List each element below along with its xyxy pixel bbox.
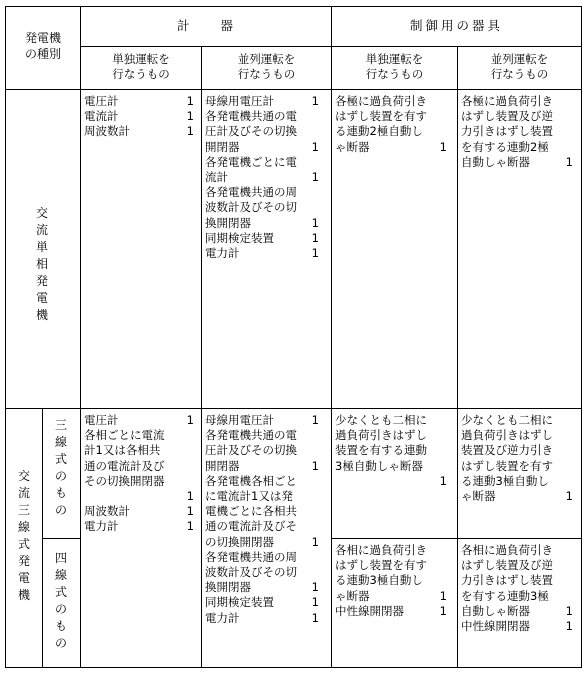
cell-line-count: 1 (186, 413, 194, 427)
cell-line-count: 1 (186, 109, 194, 124)
cell-line (205, 504, 319, 519)
cell-line-text: 少なくとも二相に (461, 413, 553, 427)
cell-line (461, 94, 573, 109)
cell-line-count: 1 (311, 139, 319, 154)
cell-line-count: 1 (565, 603, 573, 618)
cell-line-count: 1 (311, 580, 319, 595)
cell-line-count: 1 (186, 504, 194, 519)
cell-line (84, 443, 194, 458)
cell-single-phase-parallel-meter (205, 94, 319, 261)
cell-line-count: 1 (565, 154, 573, 169)
subheader-parallel-control: 並列運転を 行なうもの (490, 52, 549, 82)
cell-line-text: 電力計 (205, 610, 240, 625)
cell-single-phase-single-control (335, 94, 447, 155)
cell-line-text: 電力計 (84, 519, 119, 534)
cell-line-text: はずし装置及び逆 (461, 109, 553, 124)
cell-line-count: 1 (186, 94, 194, 108)
cell-line-count: 1 (311, 413, 319, 427)
row-label-three-phase: 交流三線式発電機 (17, 469, 30, 602)
cell-line-count: 1 (439, 473, 447, 488)
cell-line-text: る連動3極自動し (335, 573, 423, 588)
cell-line-text: 母線用電圧計 (205, 94, 274, 108)
cell-line-text: 各発電機ごとに電 (205, 154, 297, 169)
header-gen-type: 発電機 の種別 (24, 31, 61, 61)
cell-line-text: 各相ごとに電流 (84, 428, 165, 443)
cell-line-text: 装置を有する連動 (335, 443, 427, 458)
cell-line-text: 圧計及びその切換 (205, 124, 297, 139)
cell-line (205, 200, 319, 215)
cell-line (84, 428, 194, 443)
cell-single-phase-parallel-control (461, 94, 573, 170)
cell-line-count: 1 (439, 603, 447, 618)
cell-line-text: 波数計及びその切 (205, 200, 297, 215)
cell-line-text: 開閉器 (205, 139, 240, 154)
row-line-sub-right (331, 538, 582, 539)
table-border-right (581, 6, 582, 668)
cell-line (205, 170, 319, 185)
row-label-single-phase: 交流単相発電機 (35, 206, 48, 322)
cell-line-text: 波数計及びその切 (205, 565, 297, 580)
cell-line-text: 開閉器 (205, 458, 240, 473)
cell-line-text: る連動3極自動し (461, 473, 549, 488)
cell-line-text: 各相に過負荷引き (461, 543, 553, 557)
cell-line-count: 1 (565, 619, 573, 634)
row-line-sub-left (42, 538, 80, 539)
cell-line-text: 自動しゃ断器 (461, 154, 530, 169)
cell-line (335, 474, 447, 489)
cell-line (205, 246, 319, 261)
cell-line (461, 489, 573, 504)
cell-line-text: に電流計1又は発 (205, 489, 293, 504)
sub-label-four-wire: 四線式のもの (54, 551, 67, 650)
cell-line (84, 459, 194, 474)
cell-line-count: 1 (439, 139, 447, 154)
cell-line (335, 558, 447, 573)
cell-line (335, 443, 447, 458)
cell-three-wire-parallel-control (461, 413, 573, 504)
subheader-single-control: 単独運転を 行なうもの (365, 52, 424, 82)
cell-line-text: 力引きはずし装置 (461, 573, 553, 588)
cell-line (205, 140, 319, 155)
cell-line-text: 過負荷引きはずし (335, 428, 427, 443)
cell-line-text: 各発電機各相ごと (205, 473, 297, 488)
cell-line (205, 413, 319, 428)
cell-line (84, 94, 194, 109)
cell-line (205, 231, 319, 246)
cell-line-count: 1 (311, 94, 319, 108)
cell-line (205, 519, 319, 534)
cell-line (205, 550, 319, 565)
col-line-3 (331, 6, 332, 668)
cell-line (335, 543, 447, 558)
cell-line (461, 443, 573, 458)
cell-line-text: 少なくとも二相に (335, 413, 427, 427)
cell-line (205, 611, 319, 626)
cell-line-count: 1 (311, 534, 319, 549)
cell-line-count: 1 (311, 610, 319, 625)
cell-single-phase-single-meter (84, 94, 194, 140)
cell-line (461, 428, 573, 443)
cell-line (335, 573, 447, 588)
cell-line (461, 558, 573, 573)
cell-line (205, 109, 319, 124)
cell-line-text: 換開閉器 (205, 215, 251, 230)
cell-line-text: の切換開閉器 (205, 534, 274, 549)
header-meter: 計 器 (176, 18, 235, 33)
cell-line-text: 周波数計 (84, 124, 130, 139)
cell-line-count: 1 (311, 215, 319, 230)
cell-line (205, 216, 319, 231)
cell-line-text: 各相に過負荷引き (335, 543, 427, 557)
cell-line-text: はずし装置を有す (335, 109, 427, 124)
cell-line-count: 1 (186, 519, 194, 534)
cell-line-count: 1 (439, 588, 447, 603)
cell-line-text: 中性線開閉器 (335, 603, 404, 618)
cell-line-text: 電圧計 (84, 94, 119, 108)
cell-line-text: る連動2極自動し (335, 124, 423, 139)
cell-line (84, 519, 194, 534)
cell-line (205, 124, 319, 139)
cell-line-text: 各発電機共通の周 (205, 549, 297, 564)
cell-line (205, 489, 319, 504)
cell-line (335, 589, 447, 604)
cell-line-count: 1 (311, 246, 319, 261)
cell-line-text: ゃ断器 (335, 139, 370, 154)
cell-three-phase-parallel-meter (205, 413, 319, 626)
cell-line (205, 565, 319, 580)
cell-line (205, 595, 319, 610)
cell-line (461, 573, 573, 588)
cell-four-wire-single-control (335, 543, 447, 619)
cell-line-text: 各発電機共通の電 (205, 428, 297, 443)
cell-line (461, 543, 573, 558)
cell-line-count: 1 (311, 230, 319, 245)
table-border-top (5, 6, 582, 7)
cell-line (461, 124, 573, 139)
cell-line (205, 94, 319, 109)
cell-line-text: 計1又は各相共 (84, 443, 161, 458)
cell-line-text: 電機ごとに各相共 (205, 504, 297, 519)
cell-line (335, 94, 447, 109)
cell-line-text: はずし装置及び逆 (461, 558, 553, 573)
cell-line-count: 1 (311, 458, 319, 473)
col-line-1 (80, 6, 81, 668)
cell-line (335, 604, 447, 619)
cell-line (461, 589, 573, 604)
row-line-single (5, 408, 582, 409)
cell-line-text: 各極に過負荷引き (335, 94, 427, 108)
cell-line (205, 459, 319, 474)
cell-three-phase-single-meter (84, 413, 194, 535)
cell-line (84, 413, 194, 428)
cell-line-text: 中性線開閉器 (461, 619, 530, 634)
cell-line-text: 力引きはずし装置 (461, 124, 553, 139)
cell-line-text: 過負荷引きはずし (461, 428, 553, 443)
cell-line-text: 装置及び逆力引き (461, 443, 553, 458)
cell-line-text: 電力計 (205, 246, 240, 261)
cell-line (461, 459, 573, 474)
cell-line (205, 535, 319, 550)
cell-line (205, 474, 319, 489)
cell-line (335, 428, 447, 443)
cell-line-text: 母線用電圧計 (205, 413, 274, 427)
cell-line (335, 124, 447, 139)
col-line-2 (201, 46, 202, 668)
row-line-header (5, 89, 582, 90)
cell-line-text: ゃ断器 (335, 588, 370, 603)
table-border-left (5, 6, 6, 668)
subheader-parallel-meter: 並列運転を 行なうもの (237, 52, 296, 82)
cell-line-text: を有する連動2極 (461, 139, 549, 154)
cell-three-wire-single-control (335, 413, 447, 489)
cell-line (335, 109, 447, 124)
cell-line-text: 換開閉器 (205, 580, 251, 595)
cell-line-count: 1 (565, 489, 573, 504)
cell-line (84, 474, 194, 489)
cell-line (84, 109, 194, 124)
cell-line-text: 周波数計 (84, 504, 130, 519)
cell-line-text: 同期検定装置 (205, 230, 274, 245)
row-line-subheader (80, 46, 582, 47)
cell-line (461, 155, 573, 170)
cell-line-text: はずし装置を有す (335, 558, 427, 573)
cell-line (84, 489, 194, 504)
cell-line (461, 140, 573, 155)
cell-line-text: 各発電機共通の周 (205, 185, 297, 200)
cell-line-text: 自動しゃ断器 (461, 603, 530, 618)
cell-line (461, 604, 573, 619)
cell-line-text: 通の電流計及び (84, 458, 165, 473)
cell-line-count: 1 (311, 170, 319, 185)
cell-line-text: 電圧計 (84, 413, 119, 427)
cell-line-text: 圧計及びその切換 (205, 443, 297, 458)
cell-line (205, 580, 319, 595)
cell-line-text: 3極自動しゃ断器 (335, 458, 423, 473)
cell-line-text: 同期検定装置 (205, 595, 274, 610)
cell-line (461, 413, 573, 428)
cell-line (335, 459, 447, 474)
subheader-single-meter: 単独運転を 行なうもの (112, 52, 170, 82)
cell-line (335, 413, 447, 428)
cell-line (335, 140, 447, 155)
cell-line-text: 流計 (205, 170, 228, 185)
cell-line-text: はずし装置を有す (461, 458, 553, 473)
cell-line (461, 474, 573, 489)
cell-line-text: 電流計 (84, 109, 119, 124)
cell-line-count: 1 (311, 595, 319, 610)
cell-line-text: を有する連動3極 (461, 588, 549, 603)
table-border-bottom (5, 667, 582, 668)
cell-line-text: 各発電機共通の電 (205, 109, 297, 124)
cell-line-text: ゃ断器 (461, 489, 496, 504)
sub-label-three-wire: 三線式のもの (54, 418, 67, 517)
cell-line (205, 185, 319, 200)
cell-line (205, 155, 319, 170)
cell-line (84, 124, 194, 139)
cell-line (461, 619, 573, 634)
cell-line (205, 443, 319, 458)
cell-line-count: 1 (186, 489, 194, 504)
cell-four-wire-parallel-control (461, 543, 573, 634)
cell-line (84, 504, 194, 519)
cell-line-count: 1 (186, 124, 194, 139)
header-control: 制御用の器具 (409, 18, 503, 33)
cell-line-text: 通の電流計及びそ (205, 519, 297, 534)
cell-line-text: 各極に過負荷引き (461, 94, 553, 108)
cell-line (461, 109, 573, 124)
col-line-4 (457, 46, 458, 668)
cell-line (205, 428, 319, 443)
cell-line-text: その切換開閉器 (84, 473, 165, 488)
